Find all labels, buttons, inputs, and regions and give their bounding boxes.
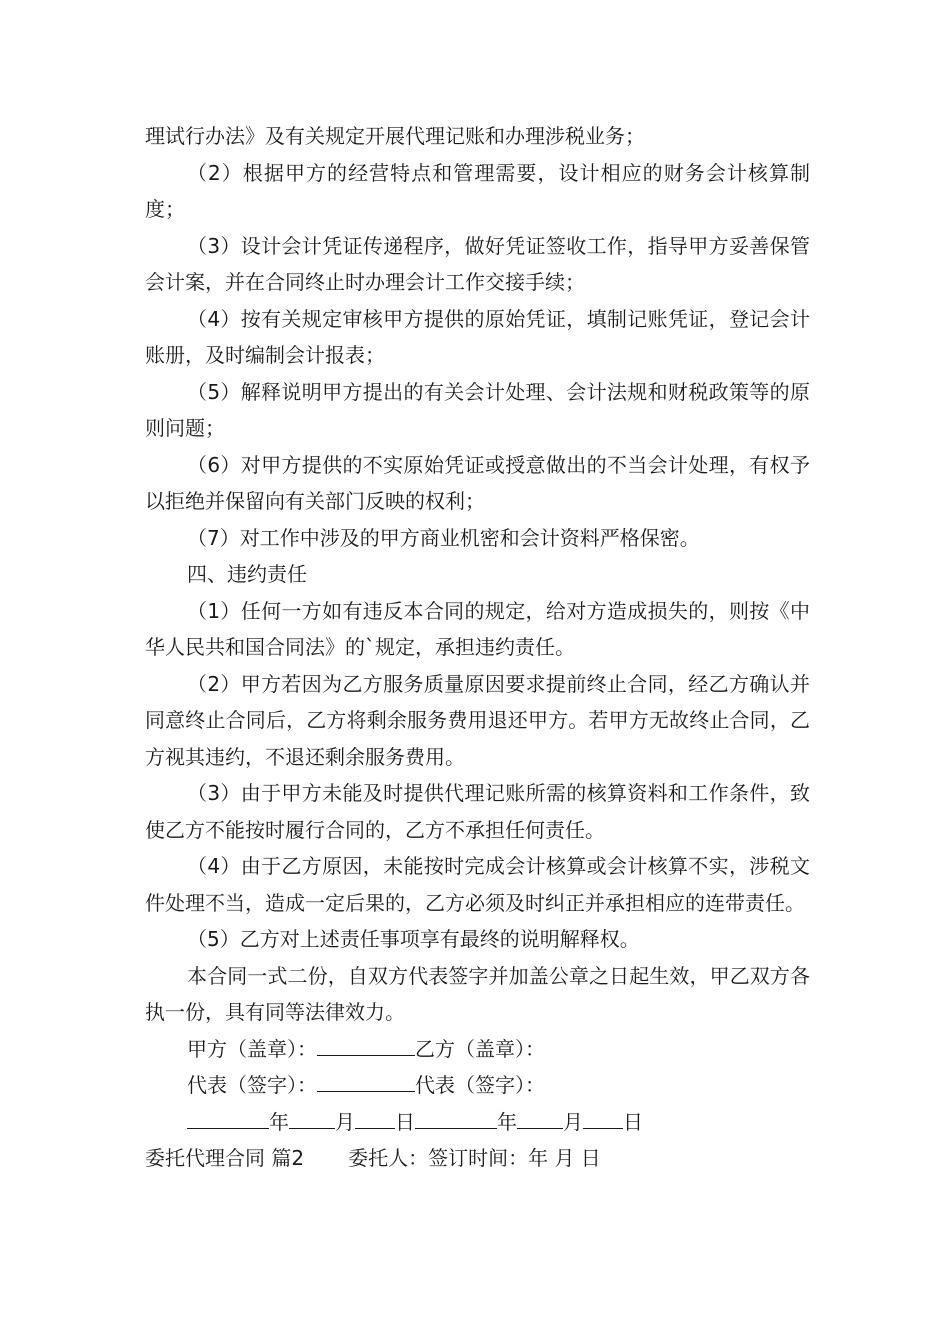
month-b-label: 月 [563,1109,583,1134]
day-a-blank [355,1106,395,1129]
year-b-blank [415,1106,497,1129]
day-a-label: 日 [395,1109,415,1134]
month-b-blank [517,1106,563,1129]
date-line [145,1104,810,1141]
sign-time-label: 签订时间： [428,1146,529,1170]
party-a-seal-blank [317,1033,415,1056]
paragraph-9: （2）甲方若因为乙方服务质量原因要求提前终止合同，经乙方确认并同意终止合同后，乙方将剩余服务费用退还甲方。若甲方无故终止合同，乙方视其违约，不退还剩余服务费用。 [145,671,810,769]
party-b-seal-label: 乙方（盖章）： [415,1036,545,1061]
paragraph-11: （4）由于乙方原因，未能按时完成会计核算或会计核算不实，涉税文件处理不当，造成一定后果的，乙方必须及时纠正并承担相应的连带责任。 [145,854,810,915]
paragraph-8: （1）任何一方如有违反本合同的规定，给对方造成损失的，则按《中华人民共和国合同法》的`规定，承担违约责任。 [145,598,810,659]
sign-date: 年 月 日 [528,1146,601,1170]
paragraph-6: （7）对工作中涉及的甲方商业机密和会计资料严格保密。 [187,525,700,550]
year-b-label: 年 [497,1109,517,1134]
paragraph-2: （3）设计会计凭证传递程序，做好凭证签收工作，指导甲方妥善保管会计案，并在合同终止时办理会计工作交接手续； [145,233,810,294]
year-a-blank [187,1106,269,1129]
paragraph-4: （5）解释说明甲方提出的有关会计处理、会计法规和财税政策等的原则问题； [145,379,810,440]
paragraph-5: （6）对甲方提供的不实原始凭证或授意做出的不当会计处理，有权予以拒绝并保留向有关部门反映的权利； [145,452,810,513]
month-a-blank [289,1106,335,1129]
paragraph-12: （5）乙方对上述责任事项享有最终的说明解释权。 [187,927,640,951]
year-a-label: 年 [269,1109,289,1134]
footer-line [145,1140,810,1177]
rep-sign-b-label: 代表（签字）： [415,1073,545,1097]
day-b-label: 日 [623,1109,643,1134]
next-contract-title: 委托代理合同 篇2 [145,1146,305,1170]
month-a-label: 月 [335,1109,355,1134]
rep-sign-a-blank [317,1069,415,1092]
party-a-seal-label: 甲方（盖章）： [187,1036,317,1061]
principal-label: 委托人： [348,1146,429,1170]
paragraph-13: 本合同一式二份，自双方代表签字并加盖公章之日起生效，甲乙双方各执一份，具有同等法律效力。 [145,963,810,1024]
paragraph-1: （2）根据甲方的经营特点和管理需要，设计相应的财务会计核算制度； [145,160,810,221]
paragraph-0: 理试行办法》及有关规定开展代理记账和办理涉税业务； [145,124,645,148]
day-b-blank [583,1106,623,1129]
document-body [145,118,810,1177]
signature-line [145,1067,810,1104]
paragraph-3: （4）按有关规定审核甲方提供的原始凭证，填制记账凭证，登记会计账册，及时编制会计报表； [145,306,810,367]
section-heading-breach: 四、违约责任 [187,562,307,586]
seal-line [145,1031,810,1068]
paragraph-10: （3）由于甲方未能及时提供代理记账所需的核算资料和工作条件，致使乙方不能按时履行合同的，乙方不承担任何责任。 [145,781,810,842]
rep-sign-a-label: 代表（签字）： [187,1073,317,1097]
